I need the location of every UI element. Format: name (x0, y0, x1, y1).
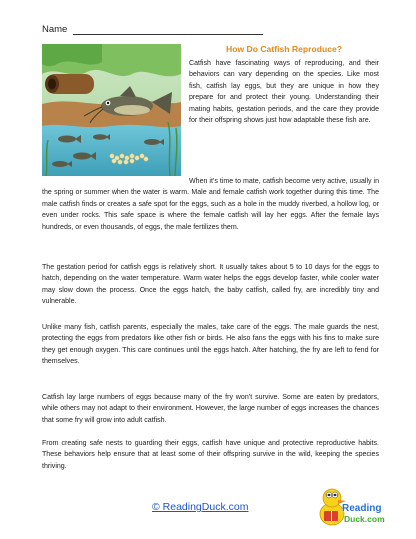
paragraph-survival: Catfish lay large numbers of eggs because many of the fry won’t survive. Some are eaten by predators, while others may not adapt to their environment. However, the large number of eggs increases the chances that some fry will grow into adult catfish. (42, 394, 379, 424)
reading-duck-logo[interactable] (318, 484, 385, 530)
paragraph-conclusion: From creating safe nests to guarding their eggs, catfish have unique and protective reproductive habits. These behaviors help ensure that at least some of their offspring survive in the wild, keeping the species thriving. (42, 440, 379, 470)
article-title: How Do Catfish Reproduce? (225, 44, 343, 54)
paragraph-parental-care: Unlike many fish, catfish parents, especially the males, take care of the eggs. The male guards the nest, protecting the eggs from predators like other fish or birds. He also fans the eggs with his fins to make sure they get enough oxygen. This care continues until the eggs hatch. After hatching, the fry are left to fend for themselves. (42, 324, 379, 366)
paragraph-gestation: The gestation period for catfish eggs is relatively short. It usually takes about 5 to 10 days for the eggs to hatch, depending on the water temperature. Warm water helps the eggs develop faster, while cooler water may slow down the process. Once the eggs hatch, the baby catfish, called fry, are incredibly tiny and vulnerable. (42, 264, 379, 306)
paragraph-intro: Catfish have fascinating ways of reproducing, and their behaviors can vary depending on the species. Like most fish, catfish lay eggs, but they are unique in how they prepare for and protect their young. Understanding their mating habits, gestation periods, and the care they provide for their offspring shows just how adaptable these fish are. (189, 60, 379, 125)
readingduck-link[interactable]: © ReadingDuck.com (152, 501, 249, 513)
logo-text-bottom: Duck.com (344, 514, 385, 524)
name-blank-line[interactable] (73, 25, 263, 35)
paragraph-mating: When it’s time to mate, catfish become very active, usually in the spring or summer when the water is warm. Male and female catfish work together during this time. The male catfish finds or creates a safe spot for the eggs, such as a hole in the muddy riverbed, a hollow log, or even under rocks. This safe space is where the female catfish will lay her eggs. After the female lays hundreds, or even thousands, of eggs, the male fertilizes them. (42, 178, 379, 231)
catfish-illustration (42, 44, 181, 176)
name-row (42, 24, 263, 35)
logo-text-top: Reading (342, 503, 382, 514)
name-label: Name (42, 24, 68, 35)
